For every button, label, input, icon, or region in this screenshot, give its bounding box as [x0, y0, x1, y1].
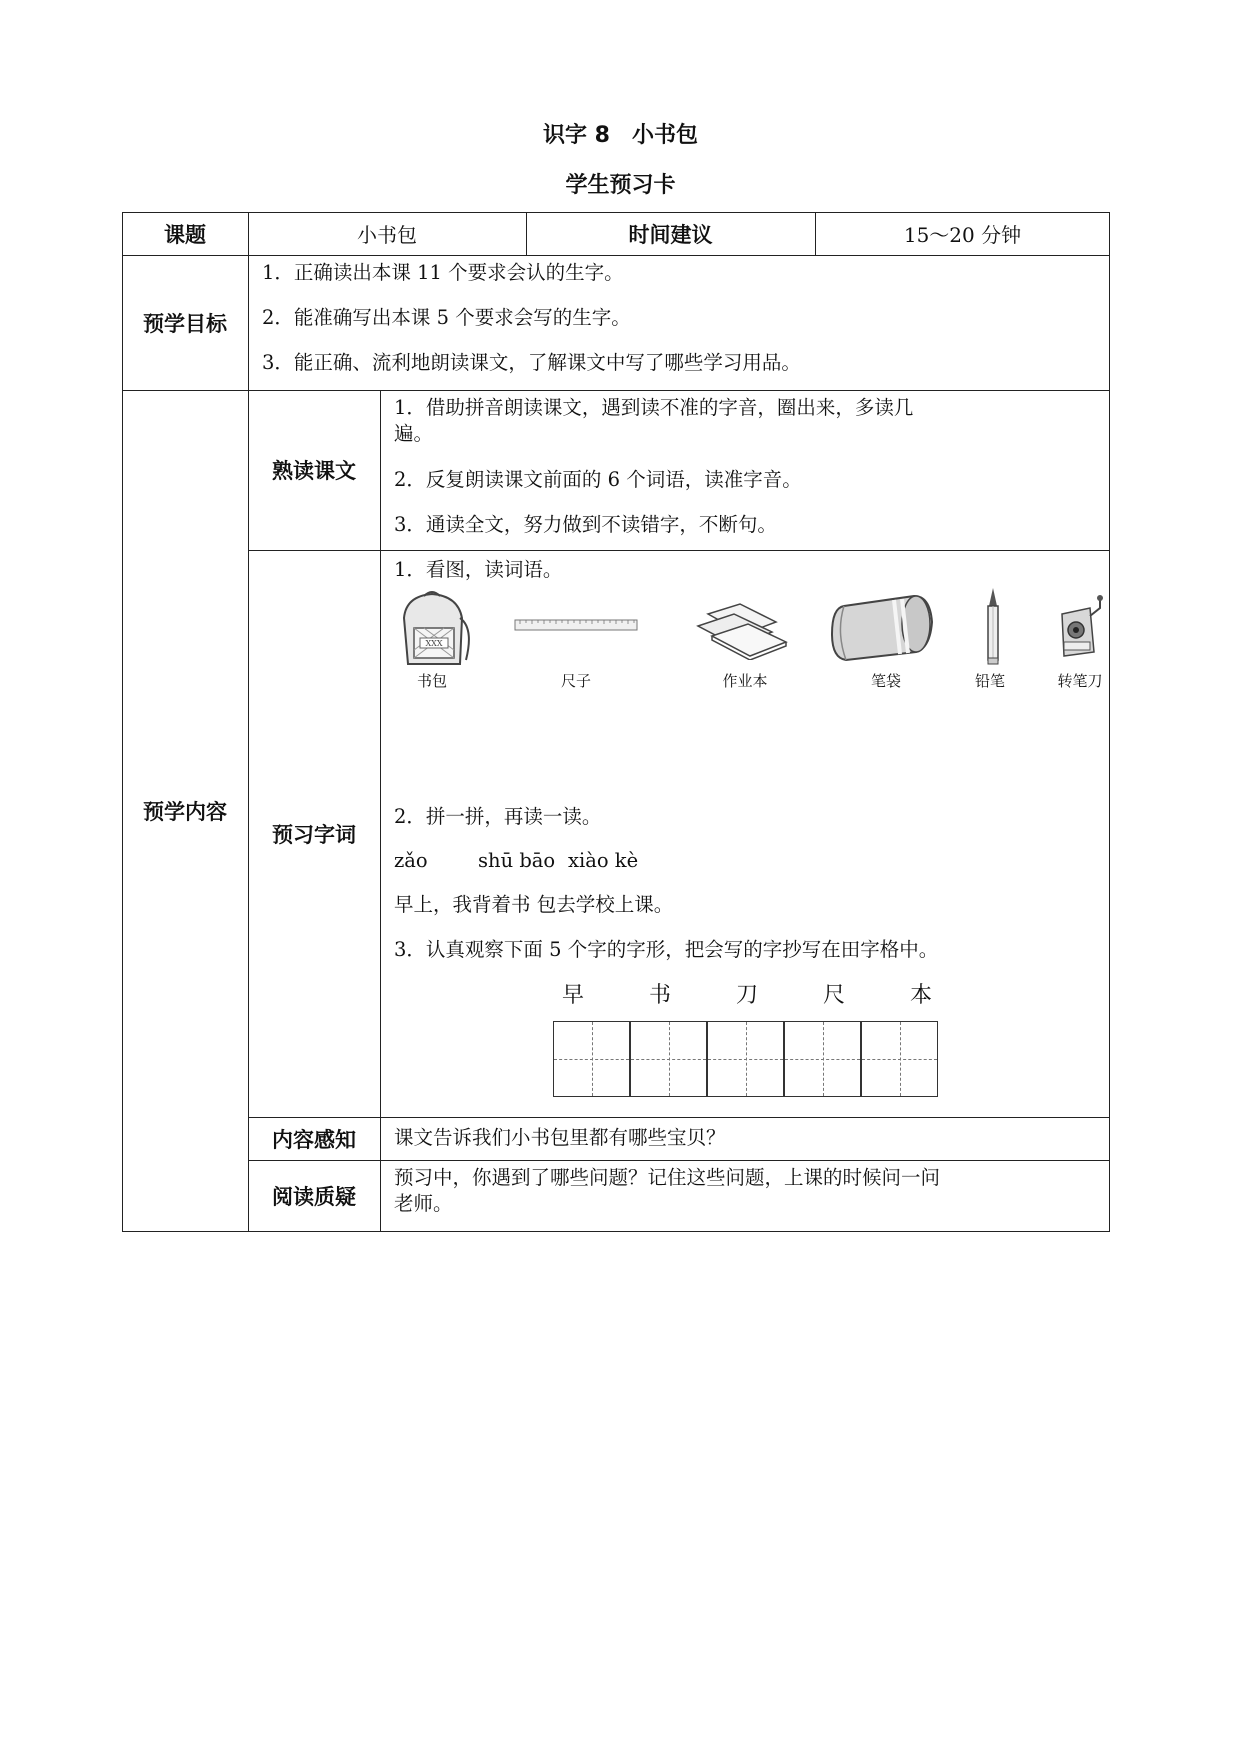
- topic-label: 课题: [164, 222, 206, 247]
- content-label: 预学内容: [143, 800, 227, 824]
- writing-grid[interactable]: [861, 1021, 938, 1097]
- writing-grid[interactable]: [784, 1021, 861, 1097]
- caption-ruler: 尺子: [560, 672, 591, 690]
- reading-item: 2．反复朗读课文前面的 6 个词语，读准字音。: [394, 468, 802, 491]
- topic-value: 小书包: [357, 223, 417, 247]
- pencil-icon: [982, 586, 1004, 666]
- goal-item: 3．能正确、流利地朗读课文，了解课文中写了哪些学习用品。: [262, 351, 801, 374]
- pinyin-shubao: shū bāo: [478, 849, 556, 872]
- perception-text: 课文告诉我们小书包里都有哪些宝贝？: [394, 1126, 726, 1149]
- pencil-case-icon: [830, 592, 936, 664]
- character: 早: [562, 983, 585, 1008]
- page-subtitle: 学生预习卡: [565, 173, 676, 198]
- task-1: 1．看图，读词语。: [394, 558, 563, 581]
- task-2: 2．拼一拼，再读一读。: [394, 805, 602, 828]
- backpack-icon: [394, 588, 474, 668]
- svg-text:XXX: XXX: [425, 639, 443, 648]
- caption-pencil: 铅笔: [974, 672, 1005, 690]
- character: 尺: [823, 983, 846, 1008]
- caption-notebooks: 作业本: [722, 672, 768, 690]
- pinyin-zao: zǎo: [394, 849, 428, 872]
- character: 书: [649, 983, 672, 1008]
- character: 刀: [736, 983, 759, 1008]
- sharpener-icon: [1054, 594, 1110, 658]
- table-rule: [380, 390, 381, 1232]
- writing-grid[interactable]: [553, 1021, 630, 1097]
- time-value: 15～20 分钟: [903, 223, 1022, 247]
- perception-label: 内容感知: [272, 1127, 356, 1152]
- reading-item: 3．通读全文，努力做到不读错字，不断句。: [394, 513, 777, 536]
- goals-label: 预学目标: [143, 311, 227, 336]
- notebooks-icon: [688, 600, 798, 660]
- words-label: 预习字词: [272, 822, 356, 847]
- reading-item: 1．借助拼音朗读课文，遇到读不准的字音，圈出来，多读几: [394, 396, 914, 419]
- writing-grid[interactable]: [630, 1021, 707, 1097]
- sentence: 早上，我背着书 包去学校上课。: [394, 893, 674, 916]
- task-3: 3．认真观察下面 5 个字的字形，把会写的字抄写在田字格中。: [394, 938, 939, 961]
- goal-item: 1．正确读出本课 11 个要求会认的生字。: [262, 261, 624, 284]
- table-rule: [122, 255, 1110, 256]
- reading-label: 熟读课文: [272, 459, 356, 483]
- writing-grid[interactable]: [707, 1021, 784, 1097]
- caption-pencil-case: 笔袋: [870, 672, 901, 690]
- questions-text: 预习中，你遇到了哪些问题？记住这些问题，上课的时候问一问: [394, 1166, 941, 1189]
- ruler-icon: [514, 618, 639, 634]
- questions-text: 老师。: [394, 1192, 453, 1215]
- questions-label: 阅读质疑: [272, 1185, 356, 1209]
- caption-sharpener: 转笔刀: [1057, 672, 1103, 690]
- pinyin-xiaoke: xiào kè: [568, 849, 639, 872]
- character: 本: [910, 983, 933, 1008]
- goal-item: 2．能准确写出本课 5 个要求会写的生字。: [262, 306, 631, 329]
- caption-backpack: 书包: [416, 672, 447, 690]
- page-title: 识字 8 小书包: [543, 123, 698, 148]
- time-label: 时间建议: [628, 222, 713, 247]
- reading-item: 遍。: [394, 422, 434, 445]
